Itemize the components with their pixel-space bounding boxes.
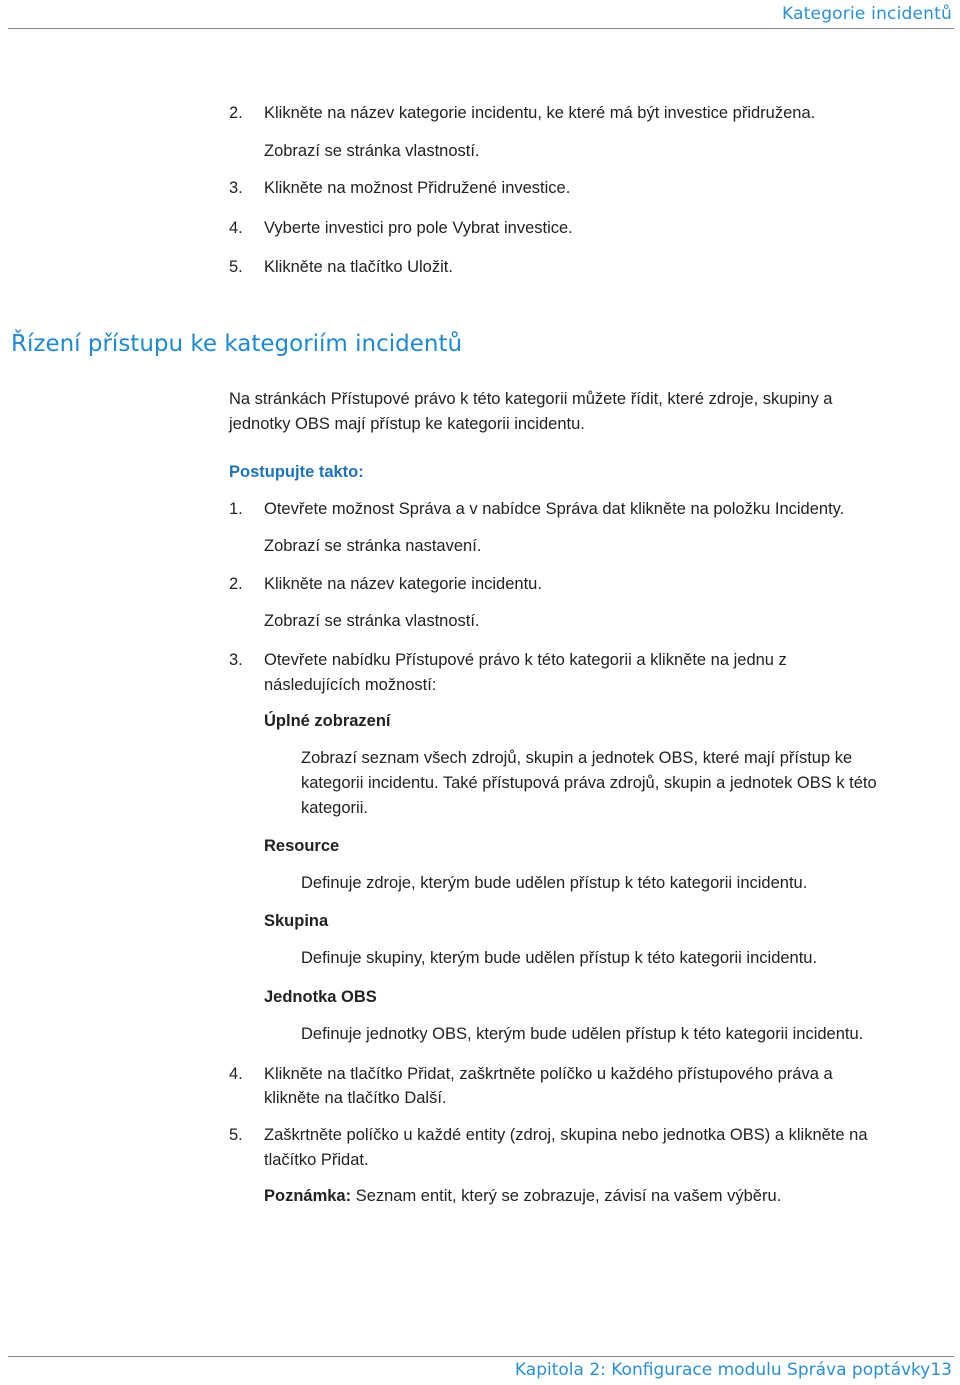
step-result: Zobrazí se stránka vlastností. [264, 142, 480, 160]
intro-line-1: Na stránkách Přístupové právo k této kategorii můžete řídit, které zdroje, skupiny a [229, 390, 833, 408]
step-text: Klikněte na tlačítko Přidat, zaškrtněte políčko u každého přístupového práva a [264, 1065, 833, 1083]
footer-rule [8, 1356, 954, 1357]
step-result: Zobrazí se stránka vlastností. [264, 612, 480, 630]
running-footer [515, 1360, 952, 1380]
step-number: 3. [229, 651, 243, 669]
step-text: Klikněte na tlačítko Uložit. [264, 258, 453, 276]
section-heading: Řízení přístupu ke kategoriím incidentů [11, 331, 463, 357]
list-item [229, 649, 787, 671]
step-text-cont: klikněte na tlačítko Další. [264, 1089, 447, 1107]
option-desc-line: Definuje skupiny, kterým bude udělen přístup k této kategorii incidentu. [301, 949, 818, 967]
step-text-cont: následujících možností: [264, 676, 437, 694]
step-number: 5. [229, 258, 243, 276]
option-desc-line: Zobrazí seznam všech zdrojů, skupin a jednotek OBS, které mají přístup ke [301, 749, 853, 767]
header-rule [8, 28, 954, 29]
step-number: 5. [229, 1126, 243, 1144]
footer-chapter: Kapitola 2: Konfigurace modulu Správa poptávky [514, 1360, 931, 1380]
list-item [229, 217, 573, 239]
list-item [229, 573, 542, 595]
running-header-title: Kategorie incidentů [782, 4, 952, 24]
step-text: Klikněte na možnost Přidružené investice. [264, 179, 571, 197]
step-text: Klikněte na název kategorie incidentu, ke které má být investice přidružena. [264, 104, 816, 122]
option-desc-line: Definuje jednotky OBS, kterým bude udělen přístup k této kategorii incidentu. [301, 1025, 864, 1043]
option-term: Jednotka OBS [264, 988, 377, 1006]
step-text: Otevřete možnost Správa a v nabídce Správa dat klikněte na položku Incidenty. [264, 500, 845, 518]
list-item [229, 498, 845, 520]
option-desc-line: kategorii. [301, 799, 368, 817]
list-item [229, 177, 571, 199]
step-number: 4. [229, 1065, 243, 1083]
step-text: Klikněte na název kategorie incidentu. [264, 575, 542, 593]
option-term: Skupina [264, 912, 329, 930]
list-item [229, 1124, 868, 1146]
page-number: 13 [930, 1360, 952, 1380]
option-term: Úplné zobrazení [264, 712, 391, 730]
intro-line-2: jednotky OBS mají přístup ke kategorii incidentu. [229, 415, 585, 433]
option-desc-line: kategorii incidentu. Také přístupová práva zdrojů, skupin a jednotek OBS k této [301, 774, 877, 792]
note [264, 1185, 781, 1207]
list-item [229, 256, 453, 278]
step-number: 2. [229, 104, 243, 122]
step-text: Vyberte investici pro pole Vybrat investice. [264, 219, 573, 237]
step-number: 1. [229, 500, 243, 518]
list-item [229, 102, 816, 124]
list-item [229, 1063, 833, 1085]
step-text-cont: tlačítko Přidat. [264, 1151, 369, 1169]
note-text: Seznam entit, který se zobrazuje, závisí na vašem výběru. [351, 1187, 782, 1205]
step-text: Otevřete nabídku Přístupové právo k této kategorii a klikněte na jednu z [264, 651, 787, 669]
step-number: 2. [229, 575, 243, 593]
step-result: Zobrazí se stránka nastavení. [264, 537, 482, 555]
procedure-label: Postupujte takto: [229, 463, 364, 481]
note-label: Poznámka: [264, 1187, 352, 1205]
step-text: Zaškrtněte políčko u každé entity (zdroj, skupina nebo jednotka OBS) a klikněte na [264, 1126, 868, 1144]
option-desc-line: Definuje zdroje, kterým bude udělen přístup k této kategorii incidentu. [301, 874, 808, 892]
step-number: 4. [229, 219, 243, 237]
option-term: Resource [264, 837, 340, 855]
step-number: 3. [229, 179, 243, 197]
